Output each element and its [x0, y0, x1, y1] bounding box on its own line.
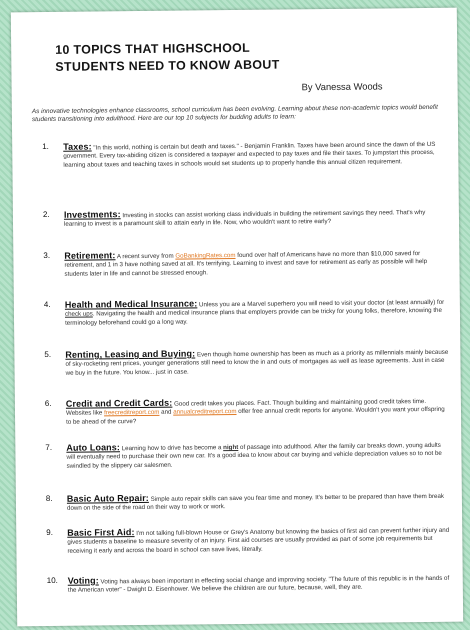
- annualcreditreport-link[interactable]: annualcreditreport.com: [173, 408, 237, 416]
- item-text-after-link: offer free annual credit reports for anyone. Wouldn't you want your offspring to be ahead of the curve?: [66, 406, 445, 426]
- item-number: 5.: [44, 349, 52, 360]
- topic-list: [42, 139, 450, 595]
- gobankingrates-link[interactable]: GoBankingRates.com: [175, 252, 236, 260]
- title-line-2: STUDENTS NEED TO KNOW ABOUT: [55, 57, 280, 74]
- item-heading: Voting:: [67, 575, 99, 586]
- item-text: Voting has always been important in effecting social change and improving society. "The future of this republic is in the hands of the American voter" - Dwight D. Eisenhower. We believe the children are our future, because, well, they are.: [67, 574, 450, 595]
- item-text: "In this world, nothing is certain but death and taxes." - Benjamin Franklin. Taxes have been around since the dawn of the US government. Every tax-abiding citizen is considered a taxpayer and expected to pay taxes and file their taxes. To jumpstart this process, learning about taxes and teaching taxes in schools would set students up to properly handle this annual citizen requirement.: [63, 140, 436, 169]
- item-heading: Investments:: [63, 209, 121, 220]
- topic-item-taxes: [42, 139, 446, 170]
- item-text-after-link: . Navigating the health and medical insurance plans that employers provide can be tricky for young folks, therefore, knowing the terminology beforehand could go a long way.: [65, 307, 442, 327]
- item-heading: Taxes:: [63, 141, 92, 152]
- title-line-1: 10 TOPICS THAT HIGHSCHOOL: [55, 40, 251, 57]
- item-heading: Auto Loans:: [66, 442, 121, 453]
- item-number: 9.: [46, 527, 53, 538]
- item-heading: Renting, Leasing and Buying:: [65, 348, 196, 360]
- item-heading: Health and Medical Insurance:: [64, 298, 198, 310]
- item-number: 1.: [42, 141, 49, 152]
- item-heading: Credit and Credit Cards:: [65, 397, 173, 409]
- topic-item-investments: [43, 207, 447, 230]
- item-number: 7.: [45, 442, 53, 453]
- topic-item-renting: [44, 347, 448, 378]
- item-number: 8.: [45, 493, 53, 504]
- topic-item-auto-loans: [45, 440, 449, 471]
- night-link[interactable]: night: [223, 443, 239, 452]
- item-number: 6.: [44, 398, 52, 409]
- item-number: 3.: [43, 250, 51, 261]
- item-text-middle: and: [159, 408, 174, 417]
- topic-item-voting: [47, 573, 451, 596]
- topic-item-retirement: [43, 248, 447, 279]
- item-text-before-link: Learning how to drive has become a: [119, 444, 224, 453]
- document-title: [55, 38, 415, 76]
- topic-item-first-aid: [46, 525, 450, 556]
- item-number: 10.: [46, 575, 58, 586]
- topic-item-auto-repair: [46, 491, 450, 514]
- check-ups-link[interactable]: check ups: [64, 310, 93, 319]
- item-text: Investing in stocks can assist working class individuals in building the retirement savings they need. That's why learning to invest is a paramount skill to attain early in life. Now, who wouldn't want to retire early?: [63, 209, 426, 229]
- intro-paragraph: As innovative technologies enhance classrooms, school curriculum has been evolving. Learning about these non-academic topics would benefit students transitioning into adulthood. Here are our top 10 subjects for budding adults to learn:: [31, 103, 438, 124]
- item-text-before-link: Good credit takes you places. Fact. Though building and maintaining good credit takes time. Websites like: [65, 398, 427, 418]
- item-heading: Basic First Aid:: [67, 527, 135, 538]
- document-page: [11, 8, 463, 627]
- item-text-before-link: Unless you are a Marvel superhero you will need to visit your doctor (at least annually) for: [197, 298, 445, 309]
- item-text-after-link: of passage into adulthood. After the family car breaks down, young adults will eventually need to purchase their own new car. It's a good idea to know about car buying and vehicle depreciation values so to not be swindled by the slippery car salesmen.: [66, 441, 442, 470]
- author-byline: By Vanessa Woods: [301, 80, 383, 93]
- item-heading: Basic Auto Repair:: [66, 492, 149, 504]
- item-text: Even though home ownership has been as much as a priority as millennials mainly because of sky-rocketing rent prices, younger generations still need to know the in and outs of mortgages as well as lease agreements. Just in case we buy in the future. You know... just in case.: [65, 348, 449, 377]
- item-number: 2.: [42, 209, 50, 220]
- item-text: I'm not talking full-blown House or Grey's Anatomy but knowing the basics of first aid can prevent further injury and gives students a baseline to measure severity of an injury. First aid courses are usually provided as part of some job requirements but receiving it early and across the board in school can save lives, literally.: [67, 526, 450, 555]
- item-text-after-link: found over half of Americans have no more than $10,000 saved for retirement, and 1 in 3 have nothing saved at all. It's terrifying. Learning to invest and save for retirement as early as possible will help students later in life and cannot be stressed enough.: [64, 250, 428, 278]
- topic-item-credit: [45, 396, 449, 427]
- freecreditreport-link[interactable]: freecreditreport.com: [104, 409, 160, 417]
- item-text-before-link: A recent survey from: [115, 252, 176, 261]
- item-number: 4.: [43, 299, 51, 310]
- item-text: Simple auto repair skills can save you fear time and money. It's better to be prepared than have them break down on the side of the road on their way to work or work.: [66, 492, 445, 513]
- item-heading: Retirement:: [64, 250, 116, 261]
- topic-item-health-insurance: [44, 297, 448, 328]
